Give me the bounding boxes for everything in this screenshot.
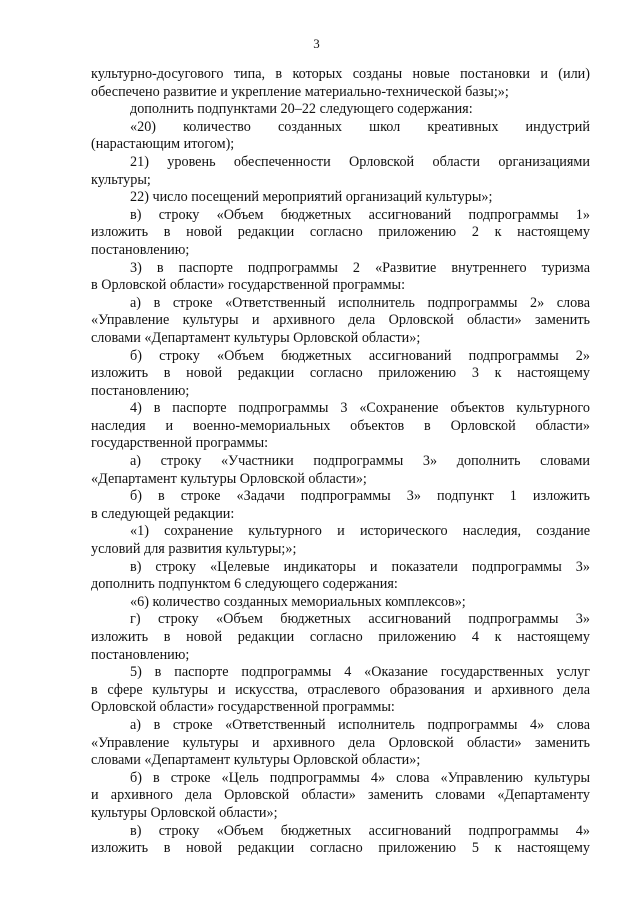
text-line: «20) количество созданных школ креативных индустрий <box>130 118 590 135</box>
text-line: постановлению; <box>91 382 190 399</box>
text-line: 4) в паспорте подпрограммы 3 «Сохранение объектов культурного <box>130 400 590 417</box>
text-line: б) в строке «Цель подпрограммы 4» слова «Управлению культуры <box>130 769 590 786</box>
text-line: постановлению; <box>91 241 190 258</box>
text-line: Орловской области» государственной программы: <box>91 699 395 716</box>
text-line: государственной программы: <box>91 435 269 452</box>
page-number: 3 <box>313 36 320 51</box>
text-line: постановлению; <box>91 646 190 663</box>
text-line: 5) в паспорте подпрограммы 4 «Оказание государственных услуг <box>130 664 590 681</box>
text-line: а) строку «Участники подпрограммы 3» дополнить словами <box>130 453 590 470</box>
text-line: культуры Орловской области»; <box>91 804 278 821</box>
text-line: б) строку «Объем бюджетных ассигнований подпрограммы 2» <box>130 347 590 364</box>
text-line: словами «Департамент культуры Орловской области»; <box>91 329 421 346</box>
text-line: «6) количество созданных мемориальных комплексов»; <box>130 593 466 610</box>
text-line: в сфере культуры и искусства, отраслевого образования и архивного дела <box>91 681 590 698</box>
text-line: дополнить подпунктом 6 следующего содержания: <box>91 576 398 593</box>
text-line: а) в строке «Ответственный исполнитель подпрограммы 4» слова <box>130 716 590 733</box>
text-line: изложить в новой редакции согласно приложению 3 к настоящему <box>91 365 590 382</box>
text-line: культуры; <box>91 171 151 188</box>
text-line: и архивного дела Орловской области» заменить словами «Департаменту <box>91 787 590 804</box>
text-line: «Управление культуры и архивного дела Орловской области» заменить <box>91 312 590 329</box>
document-body <box>91 66 590 858</box>
text-line: г) строку «Объем бюджетных ассигнований подпрограммы 3» <box>130 611 590 628</box>
text-line: словами «Департамент культуры Орловской области»; <box>91 752 421 769</box>
text-line: «Управление культуры и архивного дела Орловской области» заменить <box>91 734 590 751</box>
text-line: а) в строке «Ответственный исполнитель подпрограммы 2» слова <box>130 294 590 311</box>
text-line: изложить в новой редакции согласно приложению 5 к настоящему <box>91 840 590 857</box>
text-line: в Орловской области» государственной программы: <box>91 277 406 294</box>
text-line: 21) уровень обеспеченности Орловской области организациями <box>130 153 590 170</box>
text-line: условий для развития культуры;»; <box>91 541 297 558</box>
text-line: б) в строке «Задачи подпрограммы 3» подпункт 1 изложить <box>130 488 590 505</box>
text-line: наследия и военно-мемориальных объектов в Орловской области» <box>91 417 590 434</box>
text-line: в) строку «Объем бюджетных ассигнований подпрограммы 1» <box>130 206 590 223</box>
text-line: (нарастающим итогом); <box>91 136 235 153</box>
text-line: «Департамент культуры Орловской области»; <box>91 470 367 487</box>
text-line: культурно-досугового типа, в которых созданы новые постановки и (или) <box>91 66 590 82</box>
text-line: в) строку «Объем бюджетных ассигнований подпрограммы 4» <box>130 822 590 839</box>
text-line: 3) в паспорте подпрограммы 2 «Развитие внутреннего туризма <box>130 259 590 276</box>
text-line: изложить в новой редакции согласно приложению 4 к настоящему <box>91 629 590 645</box>
text-line: в) строку «Целевые индикаторы и показатели подпрограммы 3» <box>130 558 590 575</box>
text-line: в следующей редакции: <box>91 505 235 522</box>
text-line: обеспечено развитие и укрепление материально-технической базы;»; <box>91 83 509 100</box>
text-line: «1) сохранение культурного и исторического наследия, создание <box>130 523 590 540</box>
text-line: изложить в новой редакции согласно приложению 2 к настоящему <box>91 224 590 241</box>
text-line: дополнить подпунктами 20–22 следующего содержания: <box>130 101 473 118</box>
text-line: 22) число посещений мероприятий организаций культуры»; <box>130 189 493 206</box>
